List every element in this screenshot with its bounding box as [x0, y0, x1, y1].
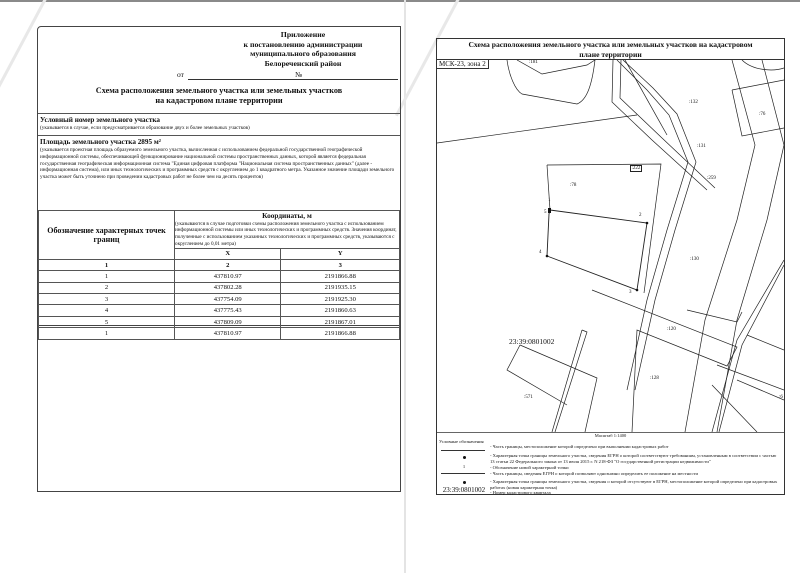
left-document-page — [37, 26, 401, 337]
points-header: Обозначение характерных точек границ — [39, 211, 175, 260]
conditional-number-section — [38, 113, 400, 136]
point-markers — [546, 208, 649, 291]
point-label: 2 — [639, 213, 642, 218]
appendix-line: Белореченский район — [264, 58, 342, 68]
appendix-line: муниципального образования — [250, 49, 356, 58]
parcel-boundary — [712, 260, 784, 432]
point-marker — [546, 255, 549, 258]
parcel-label: :181 — [529, 60, 538, 65]
parcel-571-boundary — [507, 345, 597, 432]
area-section — [38, 135, 400, 211]
point-marker — [636, 289, 639, 292]
col-x-header: X — [175, 248, 281, 259]
parcel-label: :130 — [690, 257, 699, 262]
cadastral-quarter-label: 23:39:0801002 — [509, 337, 555, 346]
col-number: 1 — [39, 259, 175, 270]
parcel-181-boundary — [507, 60, 595, 104]
point-cell: 3 — [39, 294, 175, 305]
table-row — [39, 305, 400, 316]
legend-text: - Часть границы, сведения ЕГРН о которой позволяют однозначно определить ее положение на местности — [490, 471, 698, 476]
point-marker — [646, 222, 649, 225]
date-number-row — [158, 70, 398, 80]
zone-label: МСК-23, зона 2 — [437, 60, 489, 69]
x-cell: 437809.09 — [175, 316, 281, 327]
parcel-label: :222 — [631, 166, 641, 171]
table-row — [39, 294, 400, 305]
coordinates-table — [38, 210, 400, 340]
col-number: 2 — [175, 259, 281, 270]
legend-symbol-number: 1 — [462, 464, 466, 469]
right-map-page — [436, 38, 785, 495]
table-row — [39, 282, 400, 293]
coords-header-cell — [175, 211, 400, 249]
point-cell: 2 — [39, 282, 175, 293]
parcel-boundary — [437, 115, 637, 143]
map-title — [437, 39, 784, 60]
table-row — [39, 271, 400, 282]
parcel-label: :78 — [570, 183, 577, 188]
legend-text: - Обозначение новой характерной точки — [490, 465, 569, 470]
road-boundary — [612, 60, 715, 190]
road-boundary — [625, 60, 667, 135]
legend-symbol-dot — [439, 480, 489, 486]
table-header-row — [39, 211, 400, 249]
cadastral-map — [437, 60, 784, 432]
parcel-label: :259 — [707, 176, 716, 181]
date-field-line — [188, 79, 306, 80]
point-cell: 1 — [39, 328, 175, 339]
parcel-76-boundary — [732, 80, 784, 136]
map-title-line: Схема расположения земельного участка или земельных участков на кадастровом — [468, 40, 753, 49]
title-line: Схема расположения земельного участка или земельных участков — [95, 86, 343, 95]
dot-icon — [463, 456, 466, 459]
title-line: на кадастровом плане территории — [155, 96, 283, 105]
point-cell: 1 — [39, 271, 175, 282]
coords-header: Координаты, м — [262, 211, 312, 220]
legend-symbol-line — [441, 450, 485, 451]
legend-text: - Характерная точка границы земельного участка, сведения о которой отсутствуют в ЕГРН, местоположение которой определено при кадастровых работах (новая характерная точка) — [490, 479, 778, 490]
point-label: 4 — [539, 250, 542, 255]
blank-section — [37, 324, 401, 492]
appendix-line: к постановлению администрации — [243, 39, 363, 49]
document-title — [38, 86, 400, 106]
x-cell: 437754.09 — [175, 294, 281, 305]
y-cell: 2191866.88 — [281, 271, 400, 282]
road-222-boundary — [617, 60, 696, 390]
col-number: 3 — [281, 259, 400, 270]
new-parcel-boundary — [547, 210, 647, 290]
appendix-line: Приложение — [280, 30, 326, 39]
parcel-boundary — [592, 290, 737, 432]
y-cell: 2191867.01 — [281, 316, 400, 327]
parcel-label: :128 — [650, 376, 659, 381]
x-cell: 437802.28 — [175, 282, 281, 293]
y-cell: 2191935.15 — [281, 282, 400, 293]
scan-top-edge — [0, 0, 800, 2]
legend-symbol-quarter: 23:39:0801002 — [442, 486, 486, 494]
legend-text: - Часть границы, местоположение которой определено при выполнении кадастровых работ — [490, 444, 669, 449]
page-divider — [404, 0, 406, 573]
date-label: от — [177, 70, 184, 79]
legend-text: - Номер кадастрового квартала — [490, 490, 551, 495]
map-title-line: плане территории — [579, 49, 642, 59]
parcel-78-boundary — [547, 164, 661, 293]
point-label: 5 — [544, 210, 547, 215]
point-marker — [548, 208, 551, 213]
area-heading: Площадь земельного участка 2895 м² — [40, 138, 161, 146]
parcel-label: :76 — [759, 112, 766, 117]
parcel-label: :6 — [779, 395, 783, 400]
conditional-number-note: (указывается в случае, если предусматривается образование двух и более земельных участков) — [40, 125, 250, 131]
column-number-row — [39, 259, 400, 270]
parcel-label: :132 — [689, 100, 698, 105]
parcel-label: :131 — [697, 144, 706, 149]
strip-boundary — [552, 330, 587, 432]
number-label: № — [295, 70, 303, 79]
legend-symbol-dot — [439, 455, 489, 461]
col-y-header: Y — [281, 248, 400, 259]
parcel-boundary — [687, 310, 784, 400]
legend-text: - Характерная точка границы земельного участка, сведения ЕГРН о которой соответствуют требованиям, установленным в соответствии с частью 13 статьи 22 Федерального закона от 13 июля 2015 г. N 218-ФЗ "О государственной регистрации недвижимости" — [490, 453, 777, 464]
point-cell: 5 — [39, 316, 175, 327]
point-label: 3 — [629, 290, 632, 295]
conditional-number-heading: Условный номер земельного участка — [40, 116, 160, 124]
appendix-header — [208, 30, 398, 68]
coords-note: (указываются в случае подготовки схемы расположения земельного участка с использованием информационной системы или иных технологических и программных средств. Значения координат, полученные с использованием указанных технологических и программных средств, указываются с округлением до 0,01 метра) — [175, 220, 397, 247]
y-cell: 2191860.63 — [281, 305, 400, 316]
parcel-label: :571 — [524, 395, 533, 400]
dot-icon — [463, 481, 466, 484]
y-cell: 2191925.30 — [281, 294, 400, 305]
x-cell: 437775.43 — [175, 305, 281, 316]
parcel-label: :120 — [667, 327, 676, 332]
number-field-line — [306, 79, 398, 80]
x-cell: 437810.97 — [175, 328, 281, 339]
x-cell: 437810.97 — [175, 271, 281, 282]
legend-symbol-line — [441, 473, 485, 474]
point-label: 1 — [548, 198, 551, 203]
y-cell: 2191866.88 — [281, 328, 400, 339]
point-cell: 4 — [39, 305, 175, 316]
map-scale: Масштаб 1:1400 — [437, 432, 784, 438]
map-drawing — [437, 60, 784, 432]
area-note: (указывается проектная площадь образуемого земельного участка, вычисленная с использованием федеральной государственной географической информационной системы, обеспечивающей функционирование национальной системы пространственных данных, которой является федеральная государственная географическая информационная система "Единая цифровая платформа "Национальная система пространственных данных" (далее - информационная система), или иных технологических и программных средств с округлением до 1 квадратного метра. Указанное значение площади земельного участка может быть уточнено при проведении кадастровых работ не более чем на десять процентов) — [40, 147, 395, 181]
street-boundary — [685, 60, 784, 432]
legend-title: Условные обозначения — [439, 439, 484, 444]
